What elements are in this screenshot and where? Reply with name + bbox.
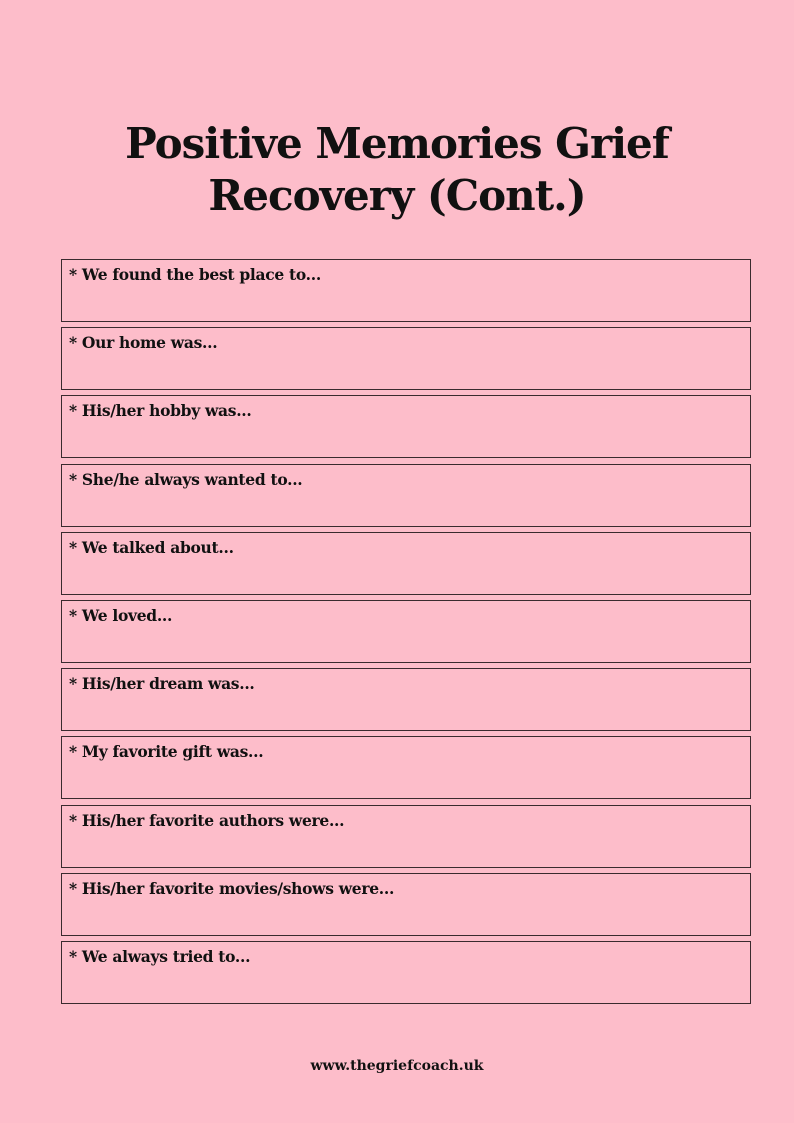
prompt-box[interactable]	[61, 668, 751, 731]
prompt-label: * His/her favorite movies/shows were...	[69, 878, 395, 898]
prompt-box[interactable]	[61, 736, 751, 799]
prompt-label: * She/he always wanted to...	[69, 469, 303, 489]
title-line-2: Recovery (Cont.)	[208, 171, 586, 220]
prompt-list	[61, 259, 751, 1009]
prompt-box[interactable]	[61, 805, 751, 868]
prompt-box[interactable]	[61, 464, 751, 527]
prompt-label: * His/her dream was...	[69, 674, 255, 694]
prompt-box[interactable]	[61, 873, 751, 936]
prompt-box[interactable]	[61, 941, 751, 1004]
prompt-label: * We always tried to...	[69, 946, 251, 966]
prompt-box[interactable]	[61, 327, 751, 390]
prompt-label: * His/her hobby was...	[69, 401, 252, 421]
title-line-1: Positive Memories Grief	[125, 119, 669, 168]
prompt-label: * His/her favorite authors were...	[69, 810, 345, 830]
prompt-box[interactable]	[61, 395, 751, 458]
prompt-label: * My favorite gift was...	[69, 742, 264, 762]
prompt-box[interactable]	[61, 259, 751, 322]
prompt-label: * We loved...	[69, 605, 173, 625]
prompt-label: * We found the best place to...	[69, 265, 321, 284]
prompt-box[interactable]	[61, 532, 751, 595]
page-title	[0, 118, 794, 222]
prompt-label: * We talked about...	[69, 537, 234, 557]
footer-website: www.thegriefcoach.uk	[310, 1058, 484, 1074]
prompt-box[interactable]	[61, 600, 751, 663]
prompt-label: * Our home was...	[69, 333, 218, 353]
